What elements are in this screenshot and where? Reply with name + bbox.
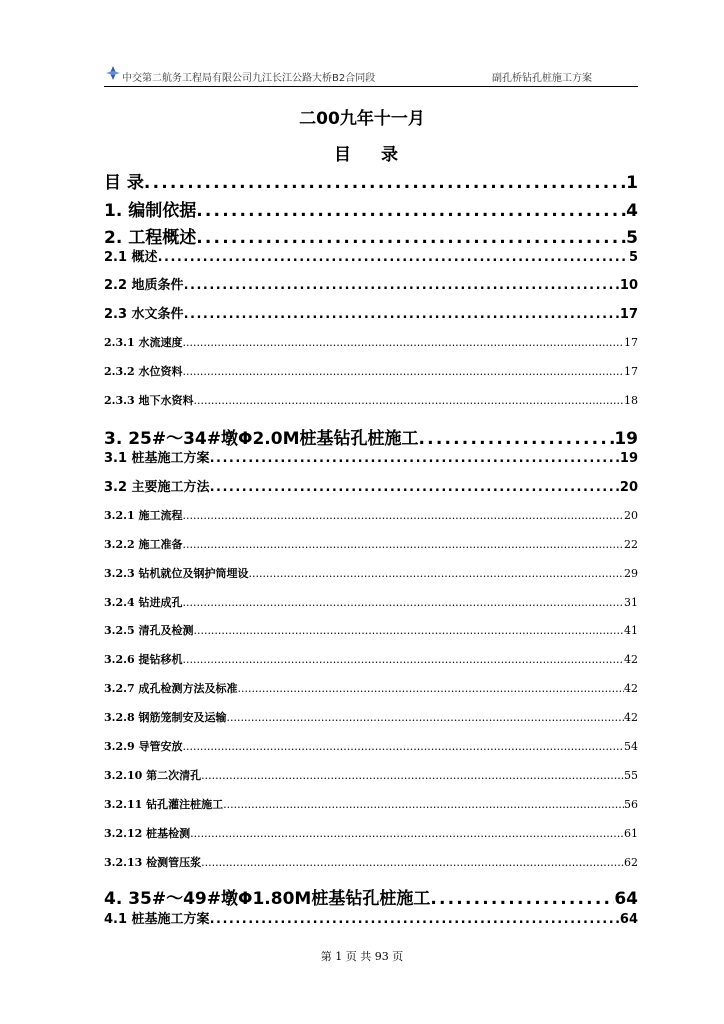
toc-entry-page: 56 bbox=[624, 798, 638, 811]
toc-entry-title: 3.2.11 钻孔灌注桩施工 bbox=[104, 798, 224, 811]
toc-entry-title: 3.1 桩基施工方案 bbox=[104, 451, 210, 466]
toc-entry[interactable] bbox=[104, 536, 638, 552]
page-header bbox=[104, 64, 638, 87]
toc-entry-page: 10 bbox=[619, 278, 638, 293]
toc-entry[interactable] bbox=[104, 507, 638, 523]
toc-entry[interactable] bbox=[104, 303, 638, 322]
toc-entry-title: 3.2.4 钻进成孔 bbox=[104, 596, 183, 609]
toc-entry[interactable] bbox=[104, 908, 638, 927]
toc-entry-title: 2.3.3 地下水资料 bbox=[104, 394, 194, 407]
toc-entry-title: 3.2.9 导管安放 bbox=[104, 740, 183, 753]
toc-entry-page: 17 bbox=[624, 365, 638, 378]
toc-entry[interactable] bbox=[104, 476, 638, 495]
toc-entry-page: 5 bbox=[626, 228, 638, 248]
toc-entry-page: 4 bbox=[626, 201, 638, 221]
toc-entry-page: 42 bbox=[624, 653, 638, 666]
toc-entry-page: 1 bbox=[626, 173, 638, 193]
toc-entry-title: 3.2.10 第二次清孔 bbox=[104, 769, 202, 782]
toc-entry-page: 19 bbox=[619, 451, 638, 466]
toc-entry-title: 目 录 bbox=[104, 173, 144, 193]
toc-entry-page: 20 bbox=[624, 509, 638, 522]
toc-entry-page: 62 bbox=[624, 856, 638, 869]
company-logo-icon bbox=[104, 66, 122, 80]
toc-entry-title: 3.2.6 提钻移机 bbox=[104, 653, 183, 666]
toc-entry[interactable] bbox=[104, 196, 638, 221]
toc-entry-title: 3.2.8 钢筋笼制安及运输 bbox=[104, 711, 227, 724]
toc-entry-page: 18 bbox=[624, 394, 638, 407]
toc-entry[interactable] bbox=[104, 246, 638, 265]
toc-entry[interactable] bbox=[104, 334, 638, 350]
toc-entry-page: 29 bbox=[624, 567, 638, 580]
toc-entry-page: 22 bbox=[624, 538, 638, 551]
toc-entry[interactable] bbox=[104, 767, 638, 783]
toc-entry-title: 2. 工程概述 bbox=[104, 228, 197, 248]
toc-entry-title: 3.2.2 施工准备 bbox=[104, 538, 183, 551]
toc-entry[interactable] bbox=[104, 223, 638, 248]
toc-entry[interactable] bbox=[104, 594, 638, 610]
toc-entry[interactable] bbox=[104, 709, 638, 725]
toc-entry-page: 20 bbox=[619, 480, 638, 495]
toc-entry-page: 61 bbox=[624, 827, 638, 840]
toc-heading: 目 录 bbox=[334, 145, 410, 165]
document-date: 二00九年十一月 bbox=[299, 109, 425, 129]
toc-entry-title: 3.2.1 施工流程 bbox=[104, 509, 183, 522]
toc-entry[interactable] bbox=[104, 565, 638, 581]
page-footer: 第 1 页 共 93 页 bbox=[320, 950, 404, 963]
toc-entry-title: 2.1 概述 bbox=[104, 250, 158, 265]
toc-entry-page: 17 bbox=[624, 336, 638, 349]
toc-entry-page: 64 bbox=[619, 912, 638, 927]
toc-entry-page: 55 bbox=[624, 769, 638, 782]
toc-entry-title: 3.2.12 桩基检测 bbox=[104, 827, 191, 840]
toc-entry-page: 17 bbox=[619, 307, 638, 322]
toc-entry[interactable] bbox=[104, 884, 638, 909]
toc-entry-title: 4.1 桩基施工方案 bbox=[104, 912, 210, 927]
toc-entry[interactable] bbox=[104, 796, 638, 812]
toc-entry-title: 3.2.13 检测管压浆 bbox=[104, 856, 202, 869]
toc-entry-title: 4. 35#～49#墩Φ1.80M桩基钻孔桩施工 bbox=[104, 889, 431, 909]
toc-entry[interactable] bbox=[104, 680, 638, 696]
header-company-text: 中交第二航务工程局有限公司九江长江公路大桥B2合同段 bbox=[122, 73, 376, 84]
toc-entry[interactable] bbox=[104, 392, 638, 408]
toc-entry[interactable] bbox=[104, 738, 638, 754]
toc-entry-title: 3.2.3 钻机就位及钢护筒埋设 bbox=[104, 567, 249, 580]
toc-entry[interactable] bbox=[104, 825, 638, 841]
toc-entry-title: 2.2 地质条件 bbox=[104, 278, 184, 293]
toc-entry-page: 42 bbox=[624, 711, 638, 724]
toc-entry[interactable] bbox=[104, 854, 638, 870]
toc-entry-title: 3.2.5 清孔及检测 bbox=[104, 624, 194, 637]
toc-entry-title: 3.2.7 成孔检测方法及标准 bbox=[104, 682, 238, 695]
toc-entry[interactable] bbox=[104, 274, 638, 293]
toc-entry-title: 2.3.2 水位资料 bbox=[104, 365, 183, 378]
toc-entry[interactable] bbox=[104, 363, 638, 379]
toc-entry[interactable] bbox=[104, 651, 638, 667]
toc-entry-page: 54 bbox=[624, 740, 638, 753]
header-document-title: 副孔桥钻孔桩施工方案 bbox=[492, 73, 592, 84]
toc-entry-title: 3.2 主要施工方法 bbox=[104, 480, 210, 495]
toc-entry-title: 2.3 水文条件 bbox=[104, 307, 184, 322]
toc-entry-page: 42 bbox=[624, 682, 638, 695]
toc-entry-title: 2.3.1 水流速度 bbox=[104, 336, 183, 349]
toc-entry[interactable] bbox=[104, 447, 638, 466]
toc-entry-page: 64 bbox=[614, 889, 638, 909]
toc-entry[interactable] bbox=[104, 168, 638, 193]
toc-entry-page: 5 bbox=[628, 250, 638, 265]
toc-entry-title: 3. 25#～34#墩Φ2.0M桩基钻孔桩施工 bbox=[104, 429, 419, 449]
toc-entry[interactable] bbox=[104, 424, 638, 449]
toc-entry-page: 19 bbox=[614, 429, 638, 449]
toc-entry-page: 41 bbox=[624, 624, 638, 637]
toc-entry-title: 1. 编制依据 bbox=[104, 201, 197, 221]
toc-entry-page: 31 bbox=[624, 596, 638, 609]
toc-entry[interactable] bbox=[104, 622, 638, 638]
